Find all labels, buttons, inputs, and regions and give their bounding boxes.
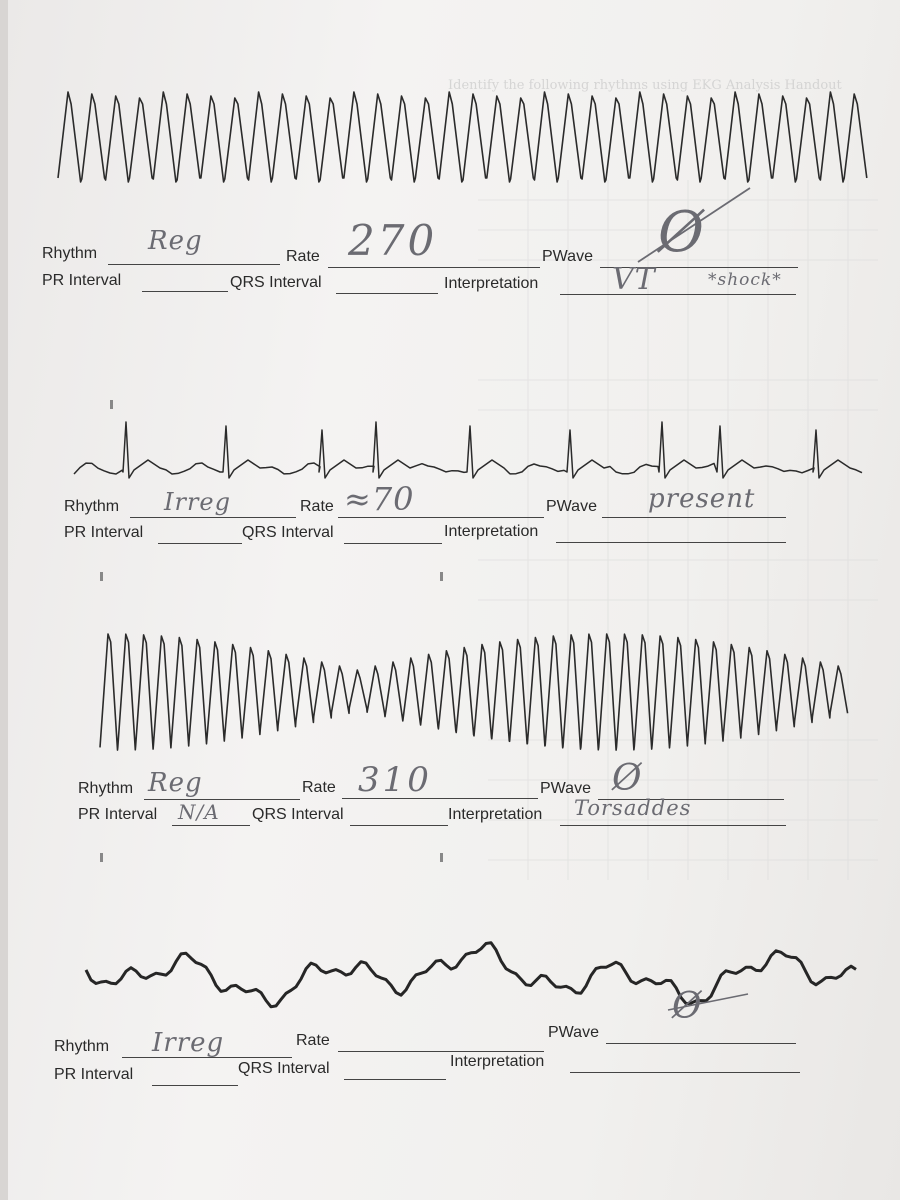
interpretation-label: Interpretation: [450, 1053, 545, 1070]
pwave-answer: Ø: [658, 200, 705, 265]
pr-interval-label: PR Interval: [78, 806, 158, 823]
rate-answer: 270: [348, 216, 438, 265]
rate-label: Rate: [296, 1032, 330, 1049]
pencil-strikes: [8, 0, 900, 1200]
rhythm-label: Rhythm: [78, 780, 134, 797]
pwave-label: PWave: [548, 1024, 599, 1041]
worksheet-page: [8, 0, 900, 1200]
pr-interval-label: PR Interval: [64, 524, 144, 541]
interpretation-note: *shock*: [708, 270, 782, 290]
rate-answer: ≈70: [344, 480, 415, 518]
rhythm-answer: Irreg: [164, 488, 231, 516]
pr-interval-answer: N/A: [178, 800, 220, 824]
interpretation-label: Interpretation: [444, 523, 539, 540]
pr-interval-label: PR Interval: [54, 1066, 134, 1083]
interpretation-label: Interpretation: [448, 806, 543, 823]
qrs-interval-label: QRS Interval: [238, 1060, 330, 1077]
pwave-label: PWave: [542, 248, 593, 265]
rhythm-answer: Reg: [148, 226, 203, 256]
bleed-through-title: Identify the following rhythms using EKG Analysis Handout: [448, 78, 842, 93]
rate-label: Rate: [302, 779, 336, 796]
pwave-answer: present: [648, 484, 756, 514]
pwave-answer: Ø: [612, 758, 643, 799]
interpretation-answer: VT: [612, 262, 656, 297]
interpretation-answer: Torsaddes: [574, 796, 692, 820]
rhythm-label: Rhythm: [54, 1038, 110, 1055]
rate-label: Rate: [300, 498, 334, 515]
qrs-interval-label: QRS Interval: [230, 274, 322, 291]
qrs-interval-label: QRS Interval: [252, 806, 344, 823]
qrs-interval-label: QRS Interval: [242, 524, 334, 541]
pwave-answer: Ø: [672, 986, 703, 1027]
rate-answer: 310: [358, 760, 432, 800]
pwave-label: PWave: [546, 498, 597, 515]
pr-interval-label: PR Interval: [42, 272, 122, 289]
rate-label: Rate: [286, 248, 320, 265]
rhythm-label: Rhythm: [64, 498, 120, 515]
rhythm-label: Rhythm: [42, 245, 98, 262]
rhythm-answer: Irreg: [152, 1028, 225, 1058]
pwave-label: PWave: [540, 780, 591, 797]
interpretation-label: Interpretation: [444, 275, 539, 292]
rhythm-answer: Reg: [148, 768, 203, 798]
